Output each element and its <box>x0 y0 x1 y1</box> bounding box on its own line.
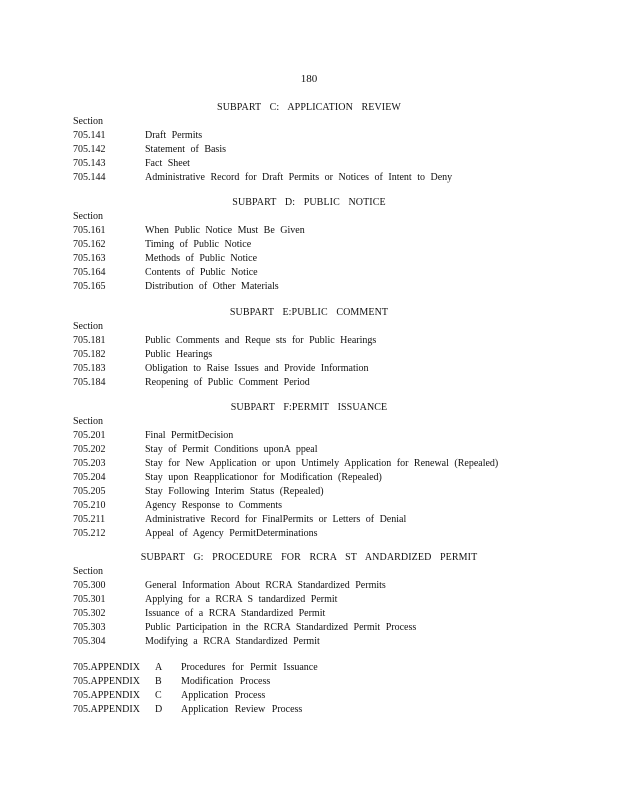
subpart-heading: SUBPART F:PERMIT ISSUANCE <box>230 402 388 413</box>
section-title: Reopening of Public Comment Period <box>145 377 310 388</box>
section-number: 705.211 <box>73 514 106 525</box>
section-title: Stay Following Interim Status (Repealed) <box>145 486 324 497</box>
page-number: 180 <box>300 73 318 85</box>
appendix-title: Modification Process <box>181 676 271 687</box>
section-title: Stay for New Application or upon Untimely Application for Renewal (Repealed) <box>145 458 499 469</box>
subpart-heading: SUBPART C: APPLICATION REVIEW <box>217 102 401 113</box>
section-title: Public Hearings <box>145 349 213 360</box>
section-title: Public Comments and Reque sts for Public Hearings <box>145 335 377 346</box>
section-number: 705.144 <box>73 172 106 183</box>
section-title: Appeal of Agency PermitDeterminations <box>145 528 318 539</box>
section-title: General Information About RCRA Standardized Permits <box>145 580 386 591</box>
section-number: 705.164 <box>73 267 106 278</box>
appendix-number: 705.APPENDIX <box>73 690 140 701</box>
section-title: Timing of Public Notice <box>145 239 252 250</box>
section-number: 705.202 <box>73 444 106 455</box>
section-label: Section <box>73 116 103 127</box>
section-number: 705.184 <box>73 377 106 388</box>
section-title: Stay upon Reapplicationor for Modification (Repealed) <box>145 472 382 483</box>
section-title: When Public Notice Must Be Given <box>145 225 305 236</box>
section-title: Public Participation in the RCRA Standardized Permit Process <box>145 622 417 633</box>
section-title: Statement of Basis <box>145 144 226 155</box>
subpart-heading: SUBPART D: PUBLIC NOTICE <box>232 197 386 208</box>
section-number: 705.303 <box>73 622 106 633</box>
section-number: 705.181 <box>73 335 106 346</box>
section-number: 705.204 <box>73 472 106 483</box>
appendix-letter: D <box>155 704 163 715</box>
section-number: 705.203 <box>73 458 106 469</box>
section-number: 705.205 <box>73 486 106 497</box>
section-number: 705.302 <box>73 608 106 619</box>
section-number: 705.161 <box>73 225 106 236</box>
section-number: 705.212 <box>73 528 106 539</box>
section-number: 705.300 <box>73 580 106 591</box>
section-number: 705.143 <box>73 158 106 169</box>
section-title: Methods of Public Notice <box>145 253 258 264</box>
section-title: Modifying a RCRA Standardized Permit <box>145 636 320 647</box>
appendix-title: Application Review Process <box>181 704 303 715</box>
subpart-heading: SUBPART E:PUBLIC COMMENT <box>229 307 389 318</box>
section-number: 705.182 <box>73 349 106 360</box>
appendix-number: 705.APPENDIX <box>73 676 140 687</box>
appendix-letter: C <box>155 690 162 701</box>
subpart-heading: SUBPART G: PROCEDURE FOR RCRA ST ANDARDIZED PERMIT <box>140 552 478 563</box>
section-number: 705.162 <box>73 239 106 250</box>
section-title: Final PermitDecision <box>145 430 234 441</box>
section-title: Applying for a RCRA S tandardized Permit <box>145 594 338 605</box>
appendix-number: 705.APPENDIX <box>73 704 140 715</box>
section-title: Agency Response to Comments <box>145 500 283 511</box>
section-title: Draft Permits <box>145 130 203 141</box>
section-title: Obligation to Raise Issues and Provide Information <box>145 363 369 374</box>
appendix-title: Application Process <box>181 690 266 701</box>
section-label: Section <box>73 416 103 427</box>
section-number: 705.163 <box>73 253 106 264</box>
section-number: 705.201 <box>73 430 106 441</box>
section-label: Section <box>73 321 103 332</box>
appendix-letter: A <box>155 662 163 673</box>
section-title: Fact Sheet <box>145 158 190 169</box>
appendix-letter: B <box>155 676 162 687</box>
section-label: Section <box>73 566 103 577</box>
section-title: Distribution of Other Materials <box>145 281 279 292</box>
section-title: Contents of Public Notice <box>145 267 258 278</box>
section-number: 705.141 <box>73 130 106 141</box>
section-number: 705.210 <box>73 500 106 511</box>
section-number: 705.304 <box>73 636 106 647</box>
section-title: Stay of Permit Conditions uponA ppeal <box>145 444 318 455</box>
section-title: Administrative Record for Draft Permits or Notices of Intent to Deny <box>145 172 453 183</box>
section-title: Administrative Record for FinalPermits or Letters of Denial <box>145 514 407 525</box>
section-number: 705.301 <box>73 594 106 605</box>
section-label: Section <box>73 211 103 222</box>
appendix-number: 705.APPENDIX <box>73 662 140 673</box>
appendix-title: Procedures for Permit Issuance <box>181 662 318 673</box>
section-number: 705.183 <box>73 363 106 374</box>
section-number: 705.142 <box>73 144 106 155</box>
section-title: Issuance of a RCRA Standardized Permit <box>145 608 326 619</box>
section-number: 705.165 <box>73 281 106 292</box>
